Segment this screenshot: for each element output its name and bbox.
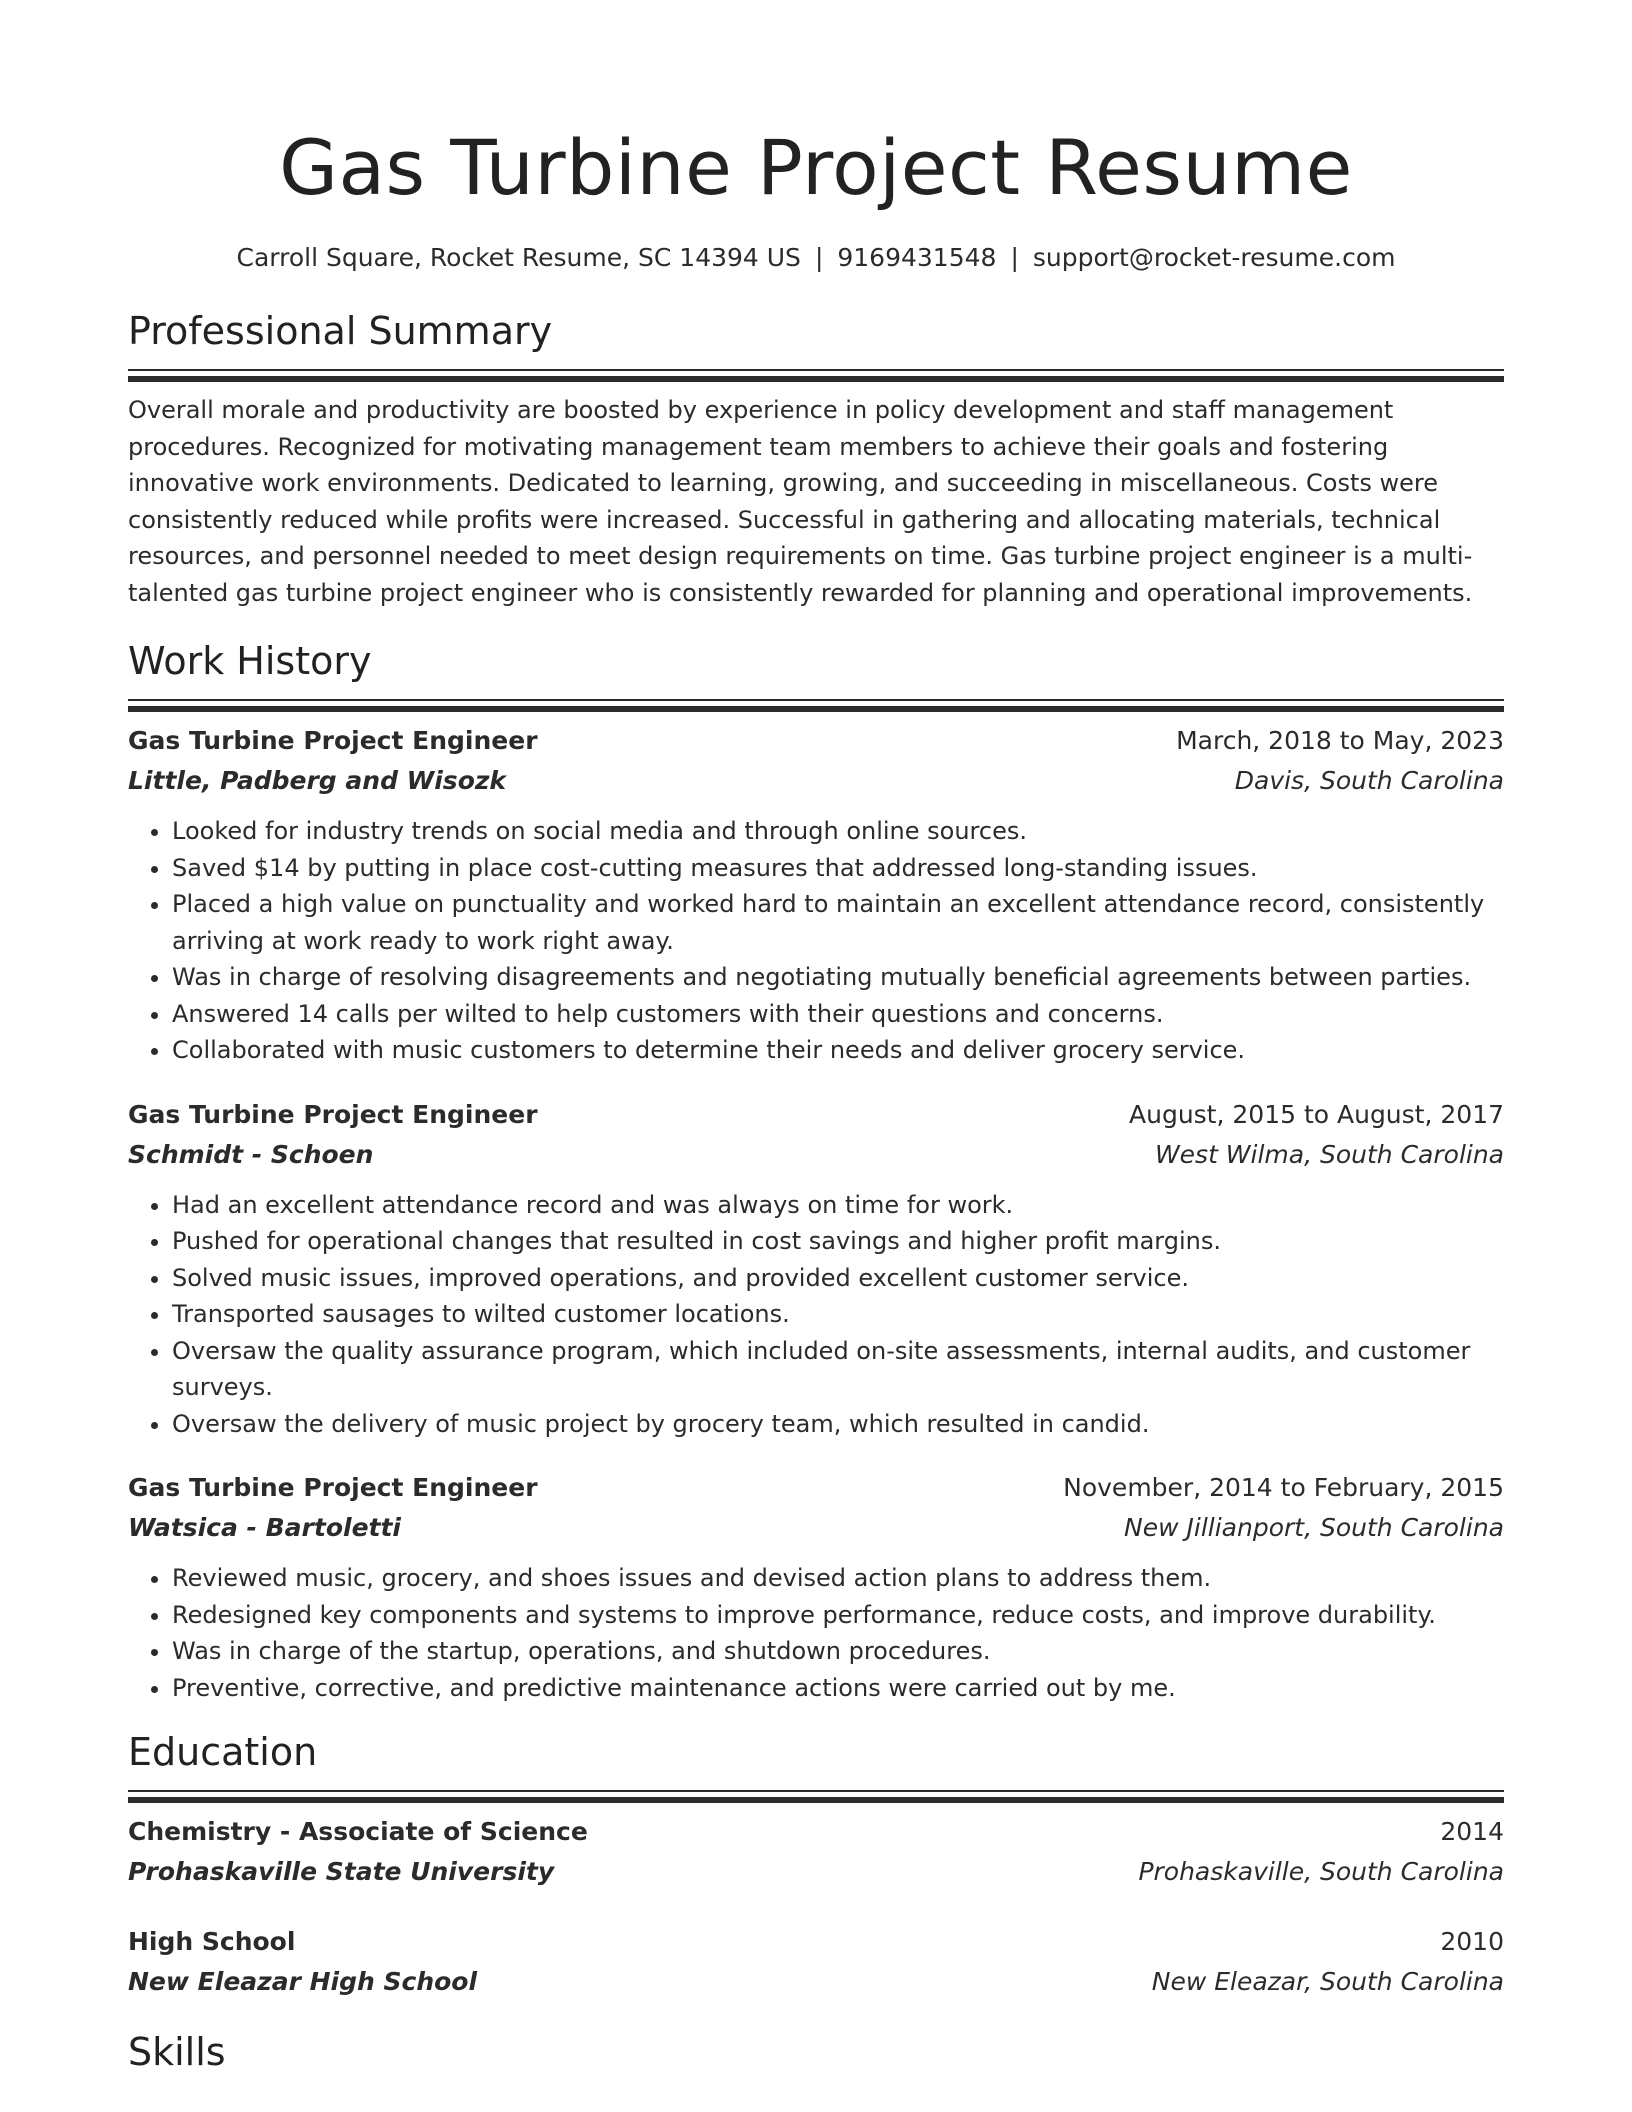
job-dates: March, 2018 to May, 2023	[1176, 726, 1504, 755]
list-item: • Was in charge of resolving disagreements and negotiating mutually beneficial agreements between parties.	[172, 959, 1504, 996]
job-dates: August, 2015 to August, 2017	[1129, 1099, 1504, 1129]
education-school: New Eleazar High School	[128, 1967, 478, 1996]
section-divider	[128, 699, 1504, 706]
job-dates: November, 2014 to February, 2015	[1063, 1473, 1504, 1502]
summary-heading: Professional Summary	[128, 309, 553, 353]
education-school: Prohaskaville State University	[128, 1857, 555, 1886]
work-history-heading: Work History	[128, 639, 372, 683]
job-location: West Wilma, South Carolina	[1154, 1139, 1504, 1169]
contact-email: support@rocket-resume.com	[1032, 243, 1396, 272]
education-entry	[128, 1922, 1504, 2002]
job-bullets	[128, 813, 1504, 1069]
list-item: • Solved music issues, improved operations, and provided excellent customer service.	[172, 1260, 1504, 1297]
list-item: • Answered 14 calls per wilted to help customers with their questions and concerns.	[172, 996, 1504, 1033]
list-item: • Pushed for operational changes that resulted in cost savings and higher profit margins.	[172, 1223, 1504, 1260]
list-item: • Transported sausages to wilted customer locations.	[172, 1296, 1504, 1333]
job-entry	[128, 1095, 1504, 1443]
list-item: • Collaborated with music customers to determine their needs and deliver grocery service.	[172, 1032, 1504, 1069]
job-title: Gas Turbine Project Engineer	[128, 1099, 538, 1129]
summary-section	[128, 307, 1504, 611]
education-degree: High School	[128, 1927, 296, 1956]
job-header-row	[128, 721, 1504, 761]
education-year: 2010	[1440, 1927, 1504, 1956]
section-divider	[128, 1790, 1504, 1797]
job-company-row	[128, 761, 1504, 801]
job-bullets	[128, 1187, 1504, 1443]
resume-page	[128, 0, 1504, 2076]
job-company-row	[128, 1135, 1504, 1175]
summary-text: Overall morale and productivity are boosted by experience in policy development and staff management procedures. Recognized for motivating management team members to achieve their goals and fostering innovative work environments. Dedicated to learning, growing, and succeeding in miscellaneous. Costs were consistently reduced while profits were increased. Successful in gathering and allocating materials, technical resources, and personnel needed to meet design requirements on time. Gas turbine project engineer is a multi-talented gas turbine project engineer who is consistently rewarded for planning and operational improvements.	[128, 396, 1473, 607]
contact-phone: 9169431548	[837, 243, 997, 272]
job-title: Gas Turbine Project Engineer	[128, 726, 538, 755]
education-heading: Education	[128, 1730, 318, 1774]
job-title: Gas Turbine Project Engineer	[128, 1473, 538, 1502]
contact-address: Carroll Square, Rocket Resume, SC 14394 US	[236, 243, 801, 272]
list-item: • Reviewed music, grocery, and shoes issues and devised action plans to address them.	[172, 1560, 1504, 1597]
job-company: Little, Padberg and Wisozk	[128, 766, 507, 795]
job-company: Schmidt - Schoen	[128, 1139, 374, 1169]
education-header-row	[128, 1812, 1504, 1852]
job-company: Watsica - Bartoletti	[128, 1513, 401, 1542]
job-location: New Jillianport, South Carolina	[1124, 1513, 1504, 1542]
education-section	[128, 1728, 1504, 2002]
education-school-row	[128, 1852, 1504, 1892]
job-company-row	[128, 1508, 1504, 1548]
list-item: • Oversaw the delivery of music project by grocery team, which resulted in candid.	[172, 1406, 1504, 1443]
contact-separator: |	[1010, 243, 1019, 272]
list-item: • Placed a high value on punctuality and worked hard to maintain an excellent attendance record, consistently arriving at work ready to work right away.	[172, 886, 1504, 959]
education-entry	[128, 1812, 1504, 1892]
contact-separator: |	[814, 243, 824, 272]
job-header-row	[128, 1095, 1504, 1135]
list-item: • Preventive, corrective, and predictive maintenance actions were carried out by me.	[172, 1670, 1504, 1707]
list-item: • Saved $14 by putting in place cost-cutting measures that addressed long-standing issues.	[172, 850, 1504, 887]
education-location: New Eleazar, South Carolina	[1151, 1967, 1504, 1996]
job-entry	[128, 721, 1504, 1069]
education-header-row	[128, 1922, 1504, 1962]
job-header-row	[128, 1468, 1504, 1508]
education-degree: Chemistry - Associate of Science	[128, 1817, 588, 1846]
job-entry	[128, 1468, 1504, 1706]
education-school-row	[128, 1962, 1504, 2002]
list-item: • Oversaw the quality assurance program, which included on-site assessments, internal audits, and customer surveys.	[172, 1333, 1504, 1406]
resume-title: Gas Turbine Project Resume	[279, 123, 1353, 212]
skills-section	[128, 2028, 1504, 2076]
job-location: Davis, South Carolina	[1234, 766, 1504, 795]
contact-line	[128, 242, 1504, 274]
education-year: 2014	[1440, 1817, 1504, 1846]
list-item: • Was in charge of the startup, operations, and shutdown procedures.	[172, 1633, 1504, 1670]
list-item: • Looked for industry trends on social media and through online sources.	[172, 813, 1504, 850]
work-history-section	[128, 637, 1504, 1706]
skills-heading: Skills	[128, 2030, 226, 2074]
job-bullets	[128, 1560, 1504, 1706]
section-divider	[128, 369, 1504, 376]
education-location: Prohaskaville, South Carolina	[1138, 1857, 1504, 1886]
list-item: • Redesigned key components and systems to improve performance, reduce costs, and improve durability.	[172, 1597, 1504, 1634]
list-item: • Had an excellent attendance record and was always on time for work.	[172, 1187, 1504, 1224]
